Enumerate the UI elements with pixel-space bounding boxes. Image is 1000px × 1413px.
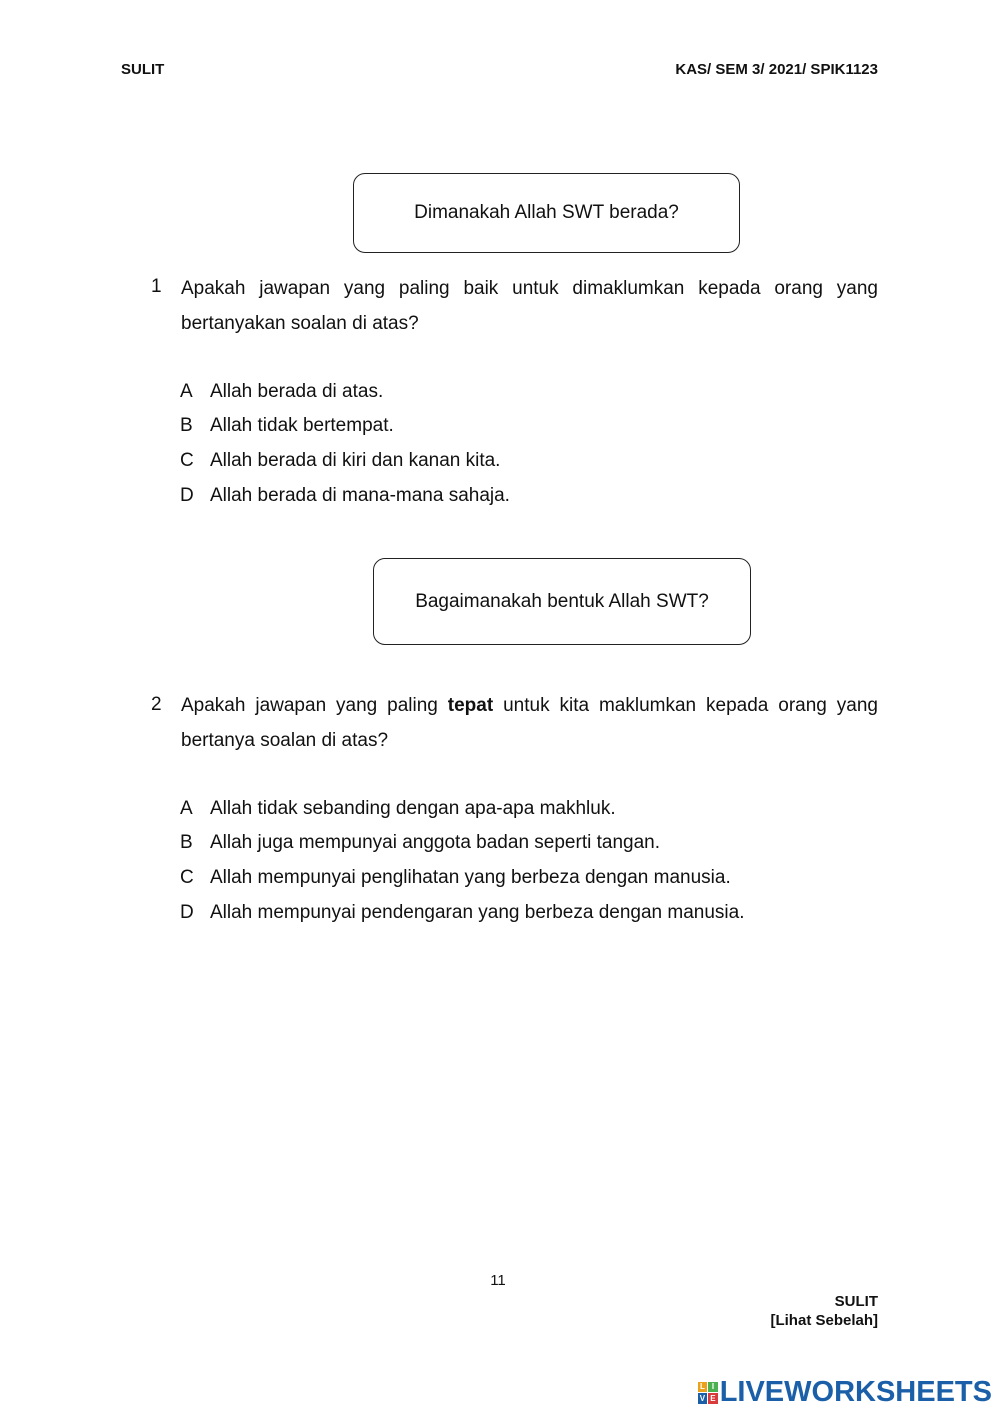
option-letter: A (180, 798, 193, 819)
option-text: Allah berada di mana-mana sahaja. (210, 485, 510, 506)
question-1-option-d[interactable] (180, 485, 510, 507)
question-1-stem (181, 271, 878, 341)
option-text: Allah tidak bertempat. (210, 415, 394, 436)
option-letter: C (180, 867, 194, 888)
option-letter: B (180, 832, 193, 853)
question-2-option-a[interactable] (180, 798, 616, 820)
header-classification: SULIT (121, 61, 165, 78)
question-1-prompt-text: Dimanakah Allah SWT berada? (414, 202, 679, 223)
logo-tile: E (708, 1393, 718, 1404)
footer-turn-page: [Lihat Sebelah] (770, 1312, 878, 1329)
question-1-option-a[interactable] (180, 381, 383, 403)
option-letter: B (180, 415, 193, 436)
logo-tile: I (708, 1382, 718, 1393)
option-letter: D (180, 485, 194, 506)
liveworksheets-icon (698, 1382, 718, 1404)
question-1-option-c[interactable] (180, 450, 500, 472)
page-number: 11 (490, 1272, 506, 1289)
option-text: Allah berada di atas. (210, 381, 384, 402)
stem-emphasis: tepat (447, 695, 494, 716)
question-2-prompt-text: Bagaimanakah bentuk Allah SWT? (415, 590, 709, 612)
question-2-option-d[interactable] (180, 902, 745, 924)
question-2-option-c[interactable] (180, 867, 731, 889)
question-1-prompt-box (353, 173, 740, 253)
question-2-option-b[interactable] (180, 832, 660, 854)
option-text: Allah juga mempunyai anggota badan seperti tangan. (210, 832, 660, 853)
logo-tile: V (698, 1393, 708, 1404)
question-2-stem-line2: bertanya soalan di atas? (181, 730, 389, 751)
question-2-stem (181, 688, 878, 758)
question-1-option-b[interactable] (180, 415, 394, 437)
liveworksheets-wordmark: LIVEWORKSHEETS (719, 1376, 992, 1408)
question-2-number: 2 (151, 694, 162, 715)
question-2-prompt-box (373, 558, 751, 645)
option-text: Allah mempunyai pendengaran yang berbeza dengan manusia. (210, 902, 745, 923)
logo-tile: L (698, 1382, 708, 1393)
option-text: Allah tidak sebanding dengan apa-apa makhluk. (210, 798, 616, 819)
option-letter: D (180, 902, 194, 923)
option-text: Allah berada di kiri dan kanan kita. (210, 450, 501, 471)
stem-text-after: untuk kita maklumkan kepada orang yang (493, 695, 878, 716)
footer-classification: SULIT (834, 1293, 878, 1310)
liveworksheets-logo (698, 1376, 992, 1409)
question-1-stem-line1: Apakah jawapan yang paling baik untuk dimaklumkan kepada orang yang (181, 278, 878, 299)
option-letter: A (180, 381, 193, 402)
question-2-stem-line1 (181, 688, 878, 723)
header-paper-code: KAS/ SEM 3/ 2021/ SPIK1123 (675, 61, 878, 78)
question-1-stem-line2: bertanyakan soalan di atas? (181, 313, 419, 334)
question-1-number: 1 (151, 276, 162, 297)
option-text: Allah mempunyai penglihatan yang berbeza dengan manusia. (210, 867, 731, 888)
stem-text-before: Apakah jawapan yang paling (181, 695, 448, 716)
option-letter: C (180, 450, 194, 471)
